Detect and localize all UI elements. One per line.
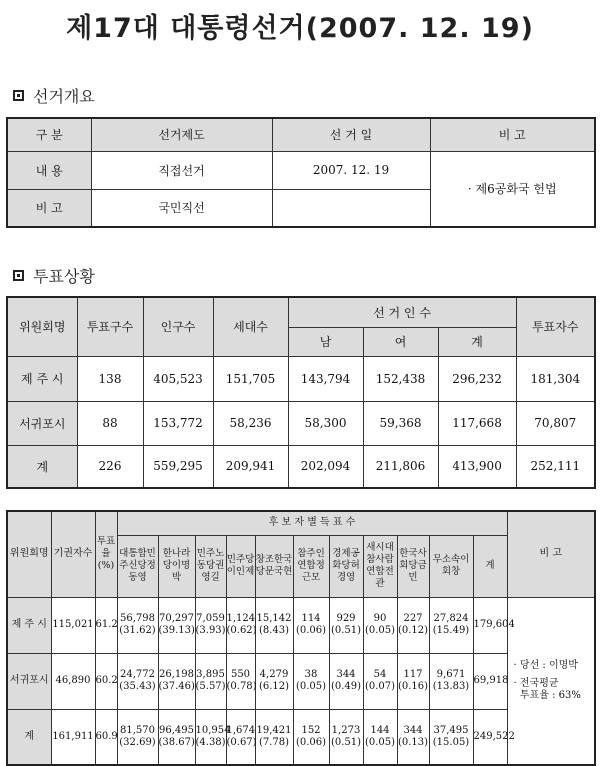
table-row	[7, 709, 595, 765]
total-cell: 69,918	[473, 653, 507, 709]
vote-cell: 114 (0.06)	[293, 597, 329, 653]
header-cell: 선 거 인 수	[288, 297, 516, 327]
cell: 2007. 12. 19	[272, 151, 430, 189]
cell: 161,911	[51, 709, 95, 765]
cell: 115,021	[51, 597, 95, 653]
voting-table	[6, 296, 596, 489]
cell: 226	[77, 445, 143, 488]
cell: 70,807	[516, 401, 595, 445]
row-label: 내 용	[7, 151, 91, 189]
cell: 559,295	[143, 445, 213, 488]
header-cell: 기권자수	[51, 511, 95, 597]
vote-cell: 1,124 (0.62)	[226, 597, 255, 653]
cell: 153,772	[143, 401, 213, 445]
header-cell: 세대수	[213, 297, 288, 356]
header-cell: 비 고	[507, 511, 595, 597]
cell	[272, 189, 430, 227]
vote-cell: 344 (0.49)	[329, 653, 363, 709]
cell: 181,304	[516, 356, 595, 401]
table-row	[7, 401, 595, 445]
header-cell: 선 거 일	[272, 118, 430, 151]
cell: 151,705	[213, 356, 288, 401]
cell: 60.2	[95, 653, 117, 709]
row-label: 계	[7, 709, 51, 765]
row-label: 제 주 시	[7, 356, 77, 401]
table-row	[7, 445, 595, 488]
cell: 143,794	[288, 356, 363, 401]
cell: 59,368	[363, 401, 438, 445]
header-cell: 선거제도	[91, 118, 272, 151]
cell: 국민직선	[91, 189, 272, 227]
candidate-header: 새시대참사람연합전관	[363, 535, 397, 597]
cell: 209,941	[213, 445, 288, 488]
subheader-cell: 여	[363, 327, 438, 356]
overview-header-row	[7, 118, 595, 151]
section-overview-heading	[13, 84, 95, 107]
section-voting-label: 투표상황	[33, 267, 95, 286]
row-label: 서귀포시	[7, 401, 77, 445]
square-bullet-icon	[13, 90, 24, 101]
vote-cell: 152 (0.06)	[293, 709, 329, 765]
page-title: 제17대 대통령선거(2007. 12. 19)	[66, 13, 534, 44]
cell: 296,232	[438, 356, 516, 401]
results-note: · 당선 : 이명박 · 전국평균 투표율 : 63%	[507, 597, 595, 765]
total-cell: 179,604	[473, 597, 507, 653]
cell: 58,236	[213, 401, 288, 445]
vote-cell: 90 (0.05)	[363, 597, 397, 653]
candidate-header: 한국사회당금민	[397, 535, 429, 597]
candidate-header: 한나라당이명박	[158, 535, 195, 597]
vote-cell: 19,421 (7.78)	[255, 709, 293, 765]
vote-cell: 1,273 (0.51)	[329, 709, 363, 765]
vote-cell: 15,142 (8.43)	[255, 597, 293, 653]
row-label: 비 고	[7, 189, 91, 227]
vote-cell: 10,954 (4.38)	[195, 709, 226, 765]
vote-cell: 54 (0.07)	[363, 653, 397, 709]
vote-cell: 7,059 (3.93)	[195, 597, 226, 653]
candidate-header: 무소속이회창	[429, 535, 473, 597]
header-cell: 인구수	[143, 297, 213, 356]
cell: 46,890	[51, 653, 95, 709]
vote-cell: 144 (0.05)	[363, 709, 397, 765]
cell: 405,523	[143, 356, 213, 401]
header-cell: 구 분	[7, 118, 91, 151]
table-row	[7, 356, 595, 401]
table-row	[7, 597, 595, 653]
cell: 252,111	[516, 445, 595, 488]
overview-note: · 제6공화국 헌법	[430, 151, 595, 227]
header-cell: 투표율(%)	[95, 511, 117, 597]
results-header-row	[7, 511, 595, 535]
cell: 202,094	[288, 445, 363, 488]
table-row	[7, 653, 595, 709]
overview-table	[6, 117, 596, 228]
header-cell: 위원회명	[7, 297, 77, 356]
vote-cell: 344 (0.13)	[397, 709, 429, 765]
candidate-header: 대통합민주신당정동영	[117, 535, 158, 597]
header-cell: 비 고	[430, 118, 595, 151]
cell: 152,438	[363, 356, 438, 401]
vote-cell: 24,772 (35.43)	[117, 653, 158, 709]
vote-cell: 70,297 (39.13)	[158, 597, 195, 653]
vote-cell: 929 (0.51)	[329, 597, 363, 653]
cell: 61.2	[95, 597, 117, 653]
total-cell: 249,522	[473, 709, 507, 765]
cell: 직접선거	[91, 151, 272, 189]
cell: 88	[77, 401, 143, 445]
row-label: 제 주 시	[7, 597, 51, 653]
vote-cell: 227 (0.12)	[397, 597, 429, 653]
header-cell: 투표구수	[77, 297, 143, 356]
cell: 60.9	[95, 709, 117, 765]
section-voting-heading	[13, 264, 95, 287]
cell: 138	[77, 356, 143, 401]
vote-cell: 81,570 (32.69)	[117, 709, 158, 765]
cell: 117,668	[438, 401, 516, 445]
candidate-header: 계	[473, 535, 507, 597]
vote-cell: 117 (0.16)	[397, 653, 429, 709]
candidate-header: 민주당이인제	[226, 535, 255, 597]
results-table	[6, 510, 596, 766]
vote-cell: 3,895 (5.57)	[195, 653, 226, 709]
vote-cell: 9,671 (13.83)	[429, 653, 473, 709]
vote-cell: 38 (0.05)	[293, 653, 329, 709]
cell: 413,900	[438, 445, 516, 488]
cell: 211,806	[363, 445, 438, 488]
header-cell: 후 보 자 별 득 표 수	[117, 511, 507, 535]
candidate-header: 창조한국당문국현	[255, 535, 293, 597]
vote-cell: 96,495 (38.67)	[158, 709, 195, 765]
header-cell: 투표자수	[516, 297, 595, 356]
vote-cell: 1,674 (0.67)	[226, 709, 255, 765]
row-label: 계	[7, 445, 77, 488]
candidate-header: 참주인연합정근모	[293, 535, 329, 597]
table-row	[7, 151, 595, 189]
vote-cell: 550 (0.78)	[226, 653, 255, 709]
square-bullet-icon	[13, 270, 24, 281]
vote-cell: 4,279 (6.12)	[255, 653, 293, 709]
subheader-cell: 남	[288, 327, 363, 356]
voting-header-row	[7, 297, 595, 327]
row-label: 서귀포시	[7, 653, 51, 709]
subheader-cell: 계	[438, 327, 516, 356]
candidate-header: 경제공화당허경영	[329, 535, 363, 597]
section-overview-label: 선거개요	[33, 87, 95, 106]
candidate-header: 민주노동당권영길	[195, 535, 226, 597]
cell: 58,300	[288, 401, 363, 445]
vote-cell: 37,495 (15.05)	[429, 709, 473, 765]
vote-cell: 27,824 (15.49)	[429, 597, 473, 653]
header-cell: 위원회명	[7, 511, 51, 597]
vote-cell: 26,198 (37.46)	[158, 653, 195, 709]
vote-cell: 56,798 (31.62)	[117, 597, 158, 653]
